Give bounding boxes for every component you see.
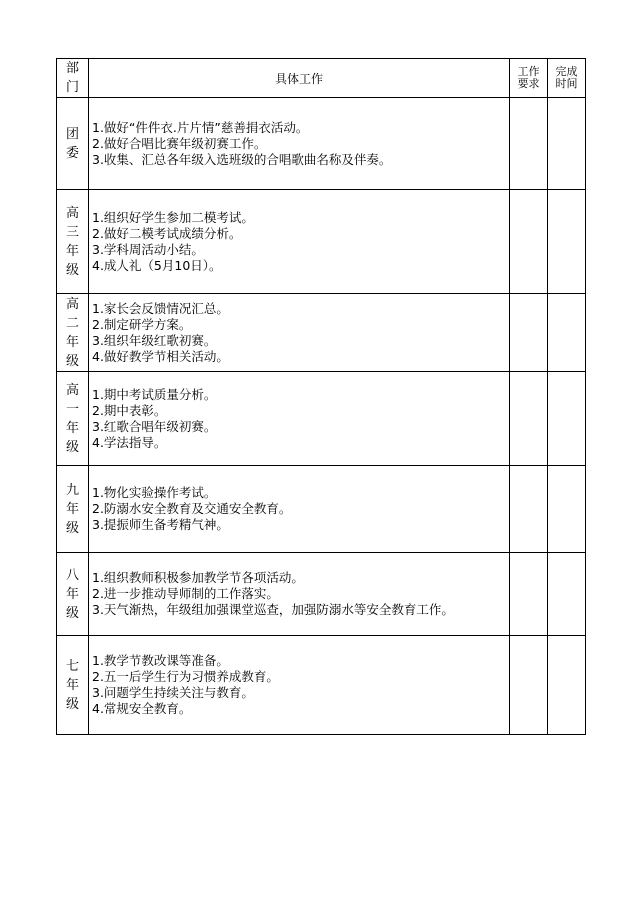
- header-department-char: 门: [65, 80, 79, 95]
- work-item: 4.做好教学节相关活动。: [92, 348, 229, 364]
- department-char: 级: [65, 353, 79, 369]
- requirement-cell: [510, 294, 548, 372]
- work-item: 2.做好二模考试成绩分析。: [92, 225, 242, 241]
- department-char: 高: [65, 205, 79, 221]
- work-item: 3.问题学生持续关注与教育。: [92, 685, 254, 700]
- department-cell: [57, 372, 89, 466]
- header-completion-line: 完成: [555, 65, 578, 78]
- completion-time-cell: [548, 190, 586, 294]
- department-char: 年: [65, 586, 79, 602]
- work-cell: [89, 466, 510, 553]
- department-cell: [57, 466, 89, 553]
- work-item: 3.组织年级红歌初赛。: [92, 332, 217, 348]
- work-cell: [89, 372, 510, 466]
- work-item: 3.天气渐热，年级组加强课堂巡查，加强防溺水等安全教育工作。: [92, 602, 454, 617]
- table-row: [57, 636, 586, 735]
- department-char: 高: [65, 296, 79, 312]
- table-row: [57, 294, 586, 372]
- department-char: 委: [65, 145, 79, 161]
- work-item: 1.教学节教改课等准备。: [92, 653, 229, 668]
- work-item: 1.期中考试质量分析。: [92, 386, 217, 402]
- requirement-cell: [510, 98, 548, 190]
- work-item: 2.进一步推动导师制的工作落实。: [92, 586, 279, 601]
- table-row: [57, 190, 586, 294]
- department-char: 级: [65, 605, 79, 621]
- table-row: [57, 98, 586, 190]
- department-char: 年: [65, 420, 79, 436]
- department-cell: [57, 98, 89, 190]
- completion-time-cell: [548, 636, 586, 735]
- completion-time-cell: [548, 98, 586, 190]
- work-item: 1.做好“件件衣.片片情”慈善捐衣活动。: [92, 119, 309, 135]
- department-char: 年: [65, 501, 79, 517]
- work-item: 2.防溺水安全教育及交通安全教育。: [92, 501, 292, 516]
- requirement-cell: [510, 466, 548, 553]
- department-char: 级: [65, 696, 79, 712]
- department-char: 八: [65, 567, 79, 583]
- work-item: 2.五一后学生行为习惯养成教育。: [92, 669, 279, 684]
- table-row: [57, 372, 586, 466]
- work-item: 3.收集、汇总各年级入选班级的合唱歌曲名称及伴奏。: [92, 151, 392, 167]
- work-cell: [89, 636, 510, 735]
- work-cell: [89, 553, 510, 636]
- work-item: 4.学法指导。: [92, 434, 167, 450]
- work-item: 3.学科周活动小结。: [92, 241, 204, 257]
- work-item: 1.组织好学生参加二模考试。: [92, 209, 254, 225]
- department-char: 年: [65, 243, 79, 259]
- work-item: 1.家长会反馈情况汇总。: [92, 300, 229, 316]
- work-item: 4.常规安全教育。: [92, 701, 192, 716]
- work-item: 2.制定研学方案。: [92, 316, 192, 332]
- header-completion-time: [548, 59, 586, 98]
- department-char: 年: [65, 677, 79, 693]
- table-row: [57, 553, 586, 636]
- header-requirement-line: 工作: [517, 65, 540, 78]
- department-char: 一: [65, 401, 79, 417]
- department-char: 级: [65, 262, 79, 278]
- requirement-cell: [510, 553, 548, 636]
- department-char: 高: [65, 382, 79, 398]
- work-item: 3.提振师生备考精气神。: [92, 517, 229, 532]
- work-item: 1.组织教师积极参加教学节各项活动。: [92, 570, 304, 585]
- work-cell: [89, 294, 510, 372]
- department-char: 二: [65, 315, 79, 331]
- work-item: 2.做好合唱比赛年级初赛工作。: [92, 135, 267, 151]
- department-char: 团: [65, 126, 79, 142]
- department-cell: [57, 190, 89, 294]
- completion-time-cell: [548, 553, 586, 636]
- department-char: 级: [65, 439, 79, 455]
- work-item: 2.期中表彰。: [92, 402, 167, 418]
- header-completion-line: 时间: [555, 77, 578, 90]
- department-char: 九: [65, 482, 79, 498]
- work-cell: [89, 98, 510, 190]
- completion-time-cell: [548, 372, 586, 466]
- work-item: 4.成人礼（5月10日）。: [92, 257, 222, 273]
- department-cell: [57, 553, 89, 636]
- department-char: 年: [65, 334, 79, 350]
- work-item: 3.红歌合唱年级初赛。: [92, 418, 217, 434]
- requirement-cell: [510, 636, 548, 735]
- requirement-cell: [510, 372, 548, 466]
- requirement-cell: [510, 190, 548, 294]
- header-row: [57, 59, 586, 98]
- department-cell: [57, 294, 89, 372]
- header-requirement: [510, 59, 548, 98]
- work-cell: [89, 190, 510, 294]
- header-work: 具体工作: [89, 59, 510, 98]
- completion-time-cell: [548, 294, 586, 372]
- department-char: 级: [65, 520, 79, 536]
- table-row: [57, 466, 586, 553]
- department-char: 三: [65, 224, 79, 240]
- work-item: 1.物化实验操作考试。: [92, 485, 217, 500]
- header-department: [57, 59, 89, 98]
- completion-time-cell: [548, 466, 586, 553]
- work-plan-table: [56, 58, 586, 735]
- department-cell: [57, 636, 89, 735]
- header-requirement-line: 要求: [517, 77, 540, 90]
- header-department-char: 部: [65, 61, 79, 76]
- department-char: 七: [65, 658, 79, 674]
